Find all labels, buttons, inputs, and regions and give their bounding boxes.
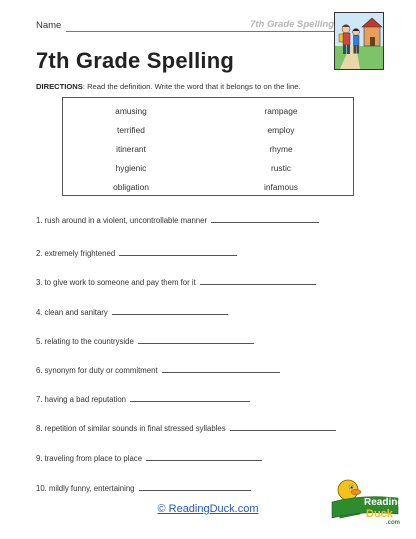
- name-row: [36, 20, 336, 34]
- word-bank-item: employ: [267, 125, 295, 135]
- question-number: 6.: [36, 366, 43, 375]
- answer-line[interactable]: [138, 335, 254, 344]
- question-item: [36, 452, 262, 463]
- question-number: 2.: [36, 249, 43, 258]
- question-number: 1.: [36, 216, 43, 225]
- kids-walking-illustration: [334, 12, 384, 70]
- word-bank-item: itinerant: [116, 144, 146, 154]
- answer-line[interactable]: [130, 393, 250, 402]
- name-line: [66, 31, 336, 32]
- word-bank-item: terrified: [117, 125, 145, 135]
- question-text: rush around in a violent, uncontrollable manner: [44, 216, 208, 225]
- question-item: [36, 276, 316, 287]
- question-text: having a bad reputation: [44, 395, 127, 404]
- readingduck-link[interactable]: © ReadingDuck.com: [157, 503, 259, 515]
- question-text: relating to the countryside: [44, 337, 134, 346]
- question-text: traveling from place to place: [44, 454, 143, 463]
- word-bank-item: amusing: [115, 106, 147, 116]
- readingduck-logo: [322, 472, 404, 530]
- question-text: clean and sanitary: [44, 308, 108, 317]
- question-number: 10.: [36, 484, 47, 493]
- answer-line[interactable]: [139, 482, 251, 491]
- question-item: [36, 422, 336, 433]
- question-text: extremely frightened: [44, 249, 116, 258]
- question-number: 8.: [36, 424, 43, 433]
- question-text: synonym for duty or commitment: [44, 366, 158, 375]
- directions-body: : Read the definition. Write the word that it belongs to on the line.: [82, 82, 301, 91]
- question-number: 5.: [36, 337, 43, 346]
- question-number: 3.: [36, 278, 43, 287]
- directions-label: DIRECTIONS: [36, 82, 83, 91]
- word-bank-item: obligation: [113, 182, 149, 192]
- page-title: 7th Grade Spelling: [36, 48, 234, 73]
- question-item: [36, 393, 250, 404]
- question-item: [36, 335, 254, 346]
- word-bank-item: rampage: [264, 106, 298, 116]
- word-bank-item: rhyme: [269, 144, 293, 154]
- logo-text-com: .com: [386, 520, 401, 526]
- question-text: repetition of similar sounds in final stressed syllables: [44, 424, 226, 433]
- name-label: Name: [36, 20, 62, 31]
- question-item: [36, 214, 319, 225]
- answer-line[interactable]: [112, 306, 228, 315]
- logo-text-reading: Reading: [364, 497, 404, 508]
- word-bank-item: infamous: [264, 182, 298, 192]
- question-text: mildly funny, entertaining: [48, 484, 135, 493]
- answer-line[interactable]: [119, 247, 237, 256]
- logo-text-duck: Duck: [366, 508, 393, 520]
- question-item: [36, 482, 251, 493]
- question-number: 4.: [36, 308, 43, 317]
- question-text: to give work to someone and pay them for it: [44, 278, 196, 287]
- answer-line[interactable]: [200, 276, 316, 285]
- answer-line[interactable]: [162, 364, 280, 373]
- word-bank-item: rustic: [270, 163, 291, 173]
- directions-text: [36, 82, 301, 91]
- question-number: 9.: [36, 454, 43, 463]
- question-item: [36, 364, 280, 375]
- question-item: [36, 306, 228, 317]
- word-bank-box: [62, 97, 354, 196]
- word-bank-item: hygienic: [115, 163, 147, 173]
- answer-line[interactable]: [230, 422, 336, 431]
- question-item: [36, 247, 237, 258]
- answer-line[interactable]: [211, 214, 319, 223]
- answer-line[interactable]: [146, 452, 262, 461]
- question-number: 7.: [36, 395, 43, 404]
- header-subject: 7th Grade Spelling: [246, 19, 334, 30]
